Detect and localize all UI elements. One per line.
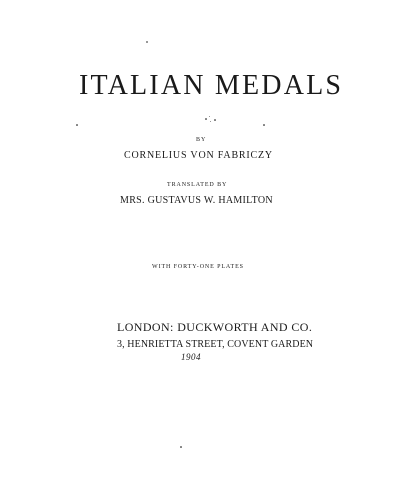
scan-speck — [76, 124, 78, 126]
scan-speck — [263, 124, 265, 126]
scan-speck — [180, 446, 182, 448]
by-label: BY — [196, 137, 207, 143]
scan-speck — [146, 41, 148, 43]
publisher-line: LONDON: DUCKWORTH AND CO. — [117, 320, 313, 334]
scan-speck — [209, 116, 210, 117]
scan-speck — [205, 118, 207, 120]
translator-name: MRS. GUSTAVUS W. HAMILTON — [120, 195, 273, 206]
plates-note: WITH FORTY-ONE PLATES — [152, 264, 244, 270]
book-title: ITALIAN MEDALS — [79, 70, 344, 101]
publisher-address: 3, HENRIETTA STREET, COVENT GARDEN — [117, 339, 314, 350]
author-name: CORNELIUS VON FABRICZY — [124, 150, 273, 161]
scan-speck — [214, 119, 216, 121]
scan-speck — [210, 121, 211, 122]
publication-year: 1904 — [181, 352, 201, 362]
translated-by-label: TRANSLATED BY — [167, 182, 228, 188]
